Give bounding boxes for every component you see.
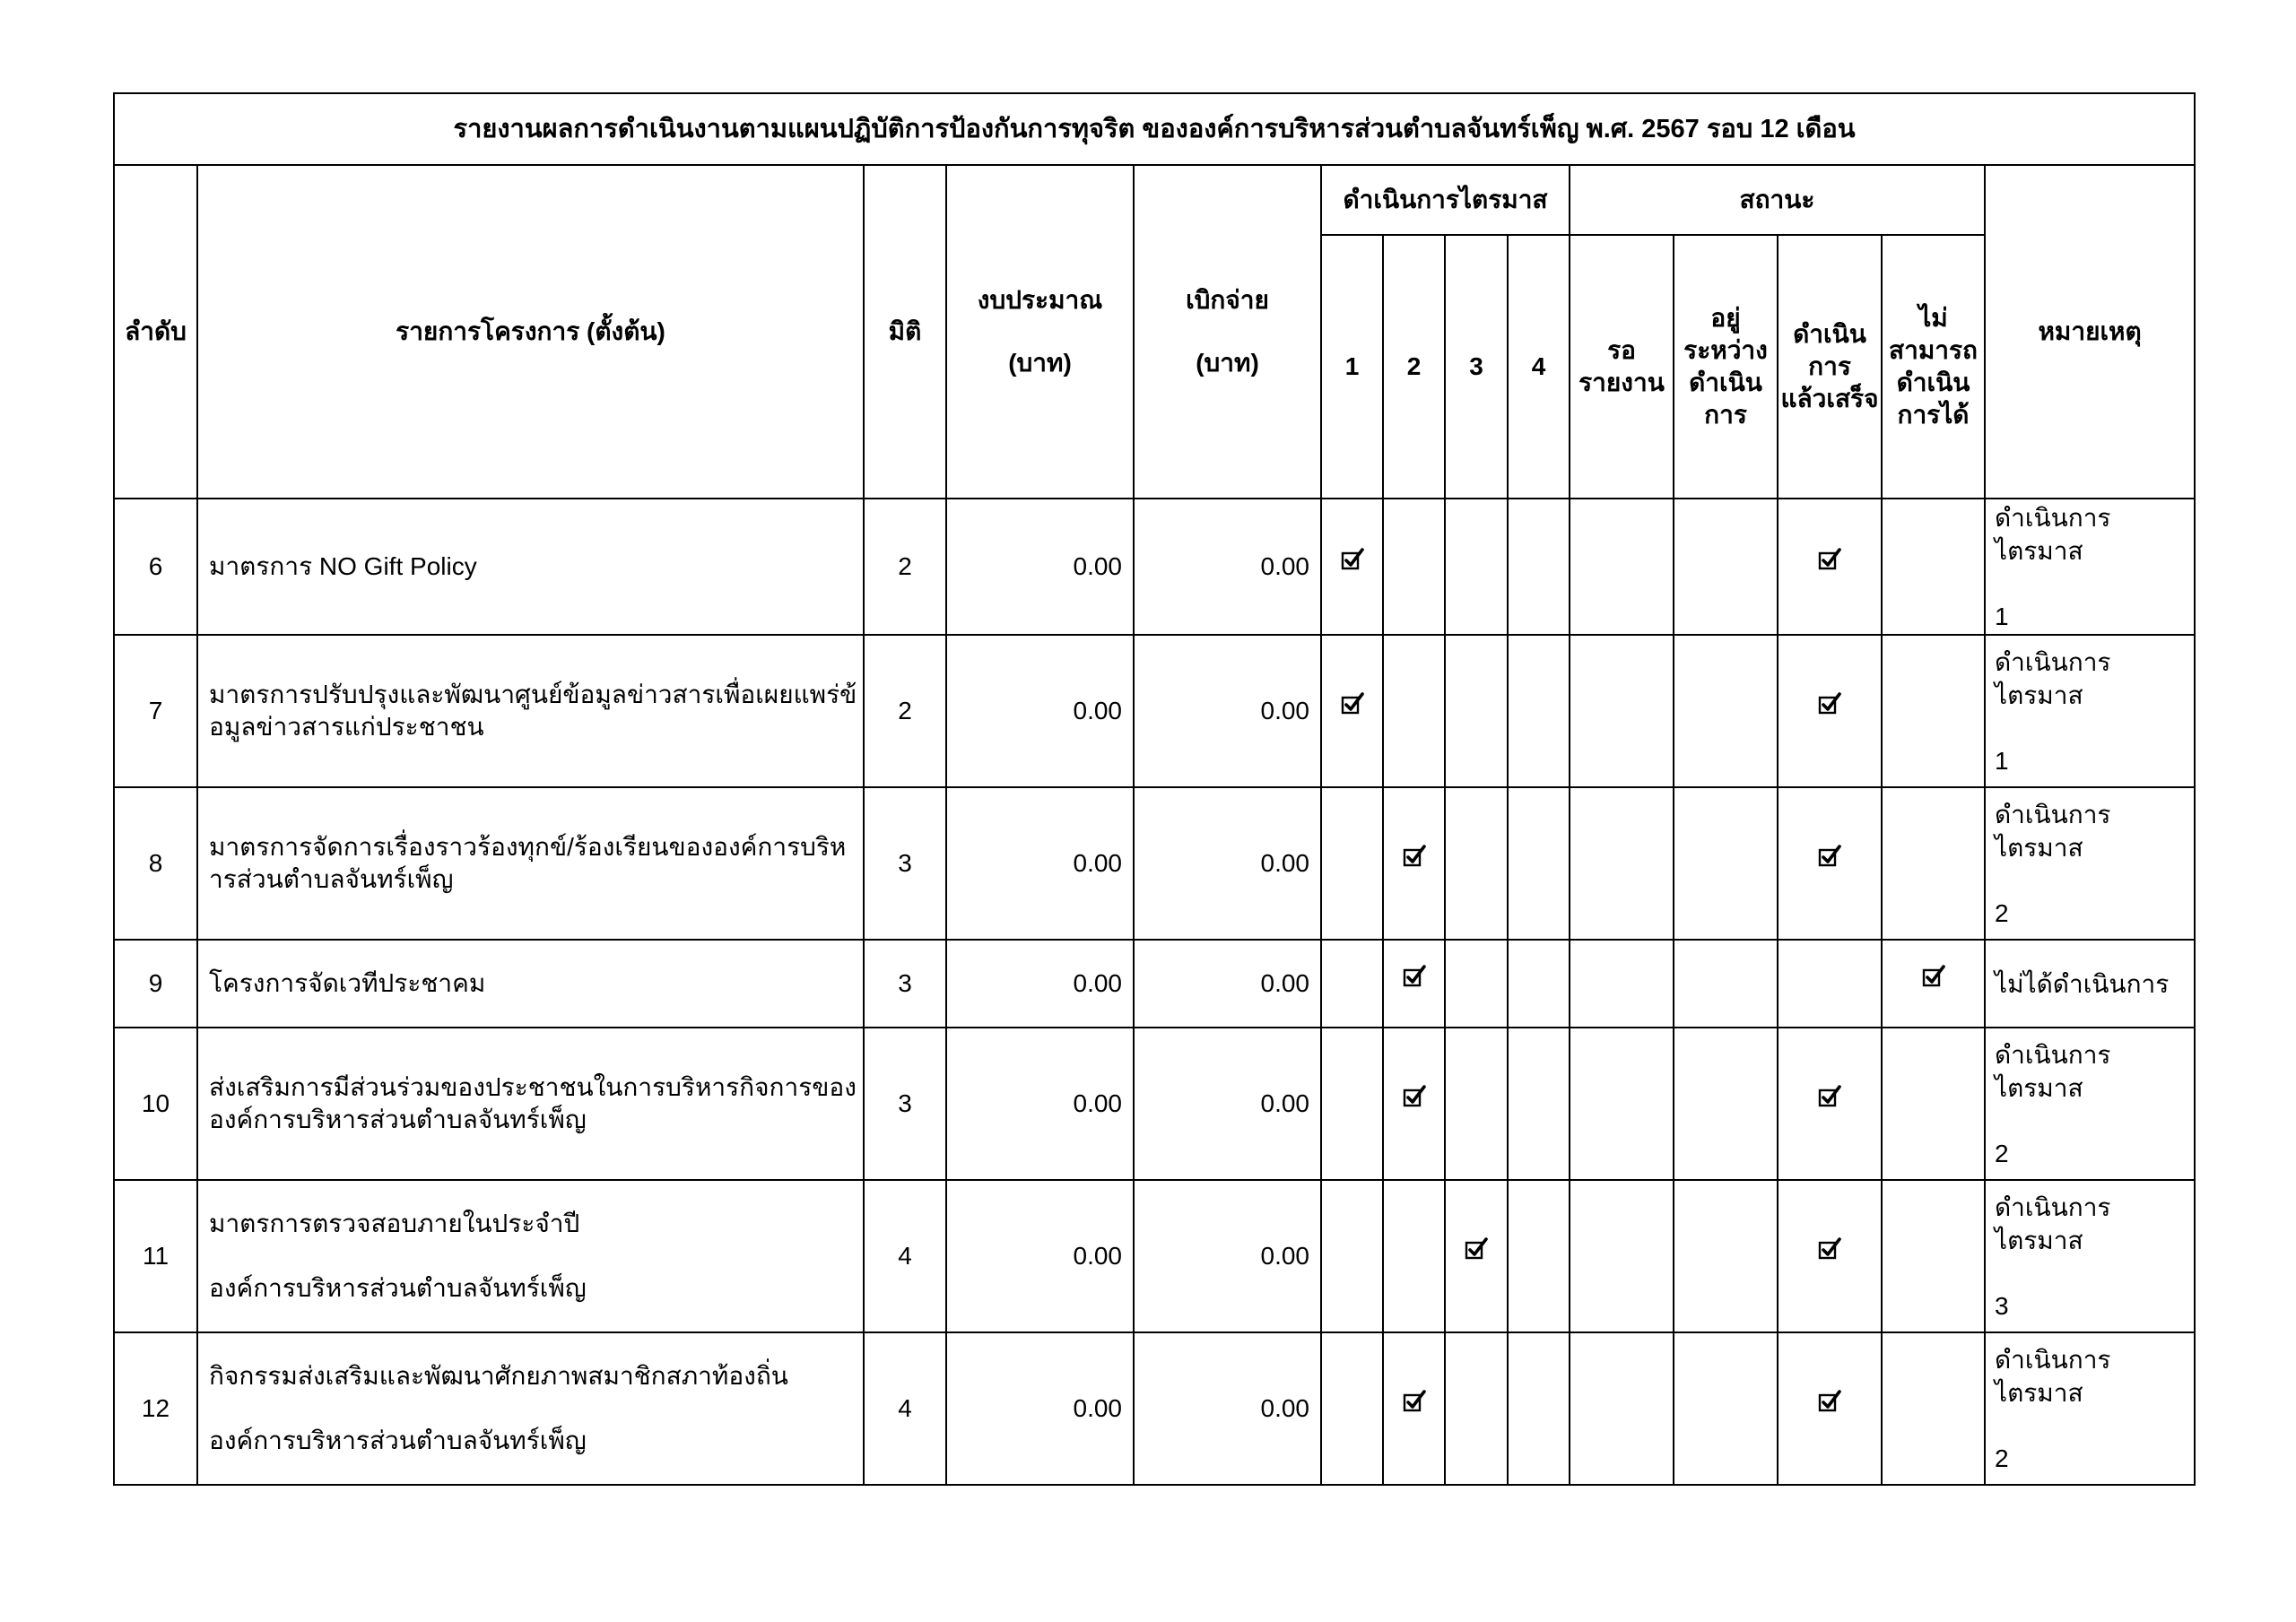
checkbox-checked-icon: [1403, 965, 1426, 988]
row-quarter-3: [1445, 940, 1508, 1028]
row-remark-line2: 1: [1995, 746, 2009, 775]
row-remark-line1: ดำเนินการไตรมาส: [1995, 800, 2111, 862]
row-status-unable: [1882, 499, 1985, 635]
table-row: [114, 1028, 2195, 1180]
row-status-in-progress: [1674, 1332, 1778, 1485]
row-status-done: [1778, 1180, 1882, 1332]
row-quarter-3: [1445, 1028, 1508, 1180]
row-quarter-4: [1508, 1332, 1570, 1485]
table-row: [114, 940, 2195, 1028]
row-order: 9: [114, 940, 197, 1028]
row-order: 10: [114, 1028, 197, 1180]
row-quarter-1: [1321, 499, 1383, 635]
table-row: [114, 1180, 2195, 1332]
row-project-line1: มาตรการตรวจสอบภายในประจำปี: [209, 1210, 580, 1237]
checkbox-checked-icon: [1403, 1390, 1426, 1413]
row-status-waiting: [1570, 635, 1674, 787]
row-remark: [1985, 787, 2195, 940]
header-status-unable-line: สามารถ: [1889, 336, 1978, 364]
row-dimension: 3: [864, 1028, 946, 1180]
header-status-group: สถานะ: [1570, 165, 1985, 235]
row-status-waiting: [1570, 1028, 1674, 1180]
row-project: โครงการจัดเวทีประชาคม: [197, 940, 864, 1028]
row-status-unable: [1882, 635, 1985, 787]
row-status-done: [1778, 787, 1882, 940]
row-quarter-2: [1383, 635, 1445, 787]
row-quarter-1: [1321, 1332, 1383, 1485]
header-disbursed: [1134, 165, 1321, 499]
checkbox-checked-icon: [1341, 692, 1364, 716]
header-status-in-progress: [1674, 235, 1778, 499]
row-disbursed: 0.00: [1134, 635, 1321, 787]
table-row: [114, 1332, 2195, 1485]
row-order: 12: [114, 1332, 197, 1485]
report-sheet: [113, 92, 2194, 1486]
checkbox-checked-icon: [1403, 1085, 1426, 1108]
row-quarter-1: [1321, 1028, 1383, 1180]
checkbox-checked-icon: [1818, 845, 1841, 868]
row-remark-line2: 3: [1995, 1291, 2009, 1320]
header-disbursed-line2: (บาท): [1196, 349, 1259, 377]
header-quarter-1: 1: [1321, 235, 1383, 499]
row-remark: [1985, 1180, 2195, 1332]
header-status-unable-line: การได้: [1897, 401, 1970, 429]
table-row: [114, 635, 2195, 787]
row-quarter-4: [1508, 1180, 1570, 1332]
row-status-unable: [1882, 940, 1985, 1028]
row-remark-line2: 2: [1995, 1139, 2009, 1167]
header-status-done-line: การ: [1808, 352, 1851, 380]
row-status-in-progress: [1674, 635, 1778, 787]
row-quarter-3: [1445, 1332, 1508, 1485]
checkbox-checked-icon: [1818, 1085, 1841, 1108]
row-disbursed: 0.00: [1134, 940, 1321, 1028]
row-quarter-2: [1383, 1332, 1445, 1485]
row-status-unable: [1882, 1028, 1985, 1180]
row-budget: 0.00: [946, 1028, 1134, 1180]
row-status-waiting: [1570, 1332, 1674, 1485]
row-status-in-progress: [1674, 1028, 1778, 1180]
row-project: มาตรการปรับปรุงและพัฒนาศูนย์ข้อมูลข่าวสารเพื่อเผยแพร่ข้อมูลข่าวสารแก่ประชาชน: [197, 635, 864, 787]
header-status-done-line: ดำเนิน: [1793, 320, 1866, 348]
header-quarter-3: 3: [1445, 235, 1508, 499]
checkbox-checked-icon: [1818, 548, 1841, 571]
row-project-line2: องค์การบริหารส่วนตำบลจันทร์เพ็ญ: [209, 1274, 587, 1302]
row-budget: 0.00: [946, 787, 1134, 940]
row-budget: 0.00: [946, 1180, 1134, 1332]
header-status-waiting-line: รอ: [1607, 336, 1636, 364]
row-project-line1: กิจกรรมส่งเสริมและพัฒนาศักยภาพสมาชิกสภาท้องถิ่น: [209, 1362, 788, 1390]
row-status-done: [1778, 940, 1882, 1028]
row-quarter-1: [1321, 940, 1383, 1028]
row-project: มาตรการ NO Gift Policy: [197, 499, 864, 635]
checkbox-checked-icon: [1818, 1237, 1841, 1261]
row-remark-line1: ไม่ได้ดำเนินการ: [1995, 969, 2170, 998]
header-status-unable-line: ดำเนิน: [1896, 369, 1970, 396]
report-table: [113, 92, 2196, 1486]
checkbox-checked-icon: [1818, 1390, 1841, 1413]
row-remark-line2: 2: [1995, 898, 2009, 927]
row-remark-line1: ดำเนินการไตรมาส: [1995, 1193, 2111, 1254]
row-quarter-3: [1445, 1180, 1508, 1332]
row-remark: [1985, 1028, 2195, 1180]
row-remark-line1: ดำเนินการไตรมาส: [1995, 503, 2111, 565]
row-remark: [1985, 940, 2195, 1028]
row-project: ส่งเสริมการมีส่วนร่วมของประชาชนในการบริหารกิจการขององค์การบริหารส่วนตำบลจันทร์เพ็ญ: [197, 1028, 864, 1180]
row-status-waiting: [1570, 1180, 1674, 1332]
row-project: [197, 1332, 864, 1485]
table-row: [114, 787, 2195, 940]
row-status-done: [1778, 1332, 1882, 1485]
row-remark: [1985, 499, 2195, 635]
row-dimension: 3: [864, 940, 946, 1028]
checkbox-checked-icon: [1922, 965, 1945, 988]
row-remark-line2: 2: [1995, 1444, 2009, 1472]
row-remark-line2: 1: [1995, 602, 2009, 630]
row-status-done: [1778, 635, 1882, 787]
row-order: 11: [114, 1180, 197, 1332]
row-quarter-3: [1445, 635, 1508, 787]
row-dimension: 2: [864, 499, 946, 635]
checkbox-checked-icon: [1818, 692, 1841, 716]
row-quarter-3: [1445, 787, 1508, 940]
row-quarter-2: [1383, 1028, 1445, 1180]
row-status-unable: [1882, 1332, 1985, 1485]
row-budget: 0.00: [946, 635, 1134, 787]
header-status-waiting: [1570, 235, 1674, 499]
row-status-unable: [1882, 1180, 1985, 1332]
header-project: รายการโครงการ (ตั้งต้น): [197, 165, 864, 499]
row-disbursed: 0.00: [1134, 1180, 1321, 1332]
header-status-in-progress-line: ดำเนิน: [1689, 369, 1762, 396]
row-quarter-2: [1383, 1180, 1445, 1332]
row-status-done: [1778, 1028, 1882, 1180]
row-status-in-progress: [1674, 940, 1778, 1028]
row-status-waiting: [1570, 499, 1674, 635]
row-quarter-4: [1508, 787, 1570, 940]
row-remark: [1985, 635, 2195, 787]
header-status-waiting-line: รายงาน: [1578, 369, 1665, 396]
row-quarter-3: [1445, 499, 1508, 635]
row-quarter-4: [1508, 940, 1570, 1028]
table-body: [114, 499, 2195, 1485]
row-quarter-4: [1508, 635, 1570, 787]
row-budget: 0.00: [946, 499, 1134, 635]
header-remark: หมายเหตุ: [1985, 165, 2195, 499]
header-budget-line2: (บาท): [1008, 349, 1072, 377]
row-quarter-2: [1383, 940, 1445, 1028]
row-status-waiting: [1570, 787, 1674, 940]
row-disbursed: 0.00: [1134, 499, 1321, 635]
row-remark: [1985, 1332, 2195, 1485]
row-status-done: [1778, 499, 1882, 635]
checkbox-checked-icon: [1341, 548, 1364, 571]
row-quarter-1: [1321, 787, 1383, 940]
row-project-line2: องค์การบริหารส่วนตำบลจันทร์เพ็ญ: [209, 1427, 587, 1454]
row-remark-line1: ดำเนินการไตรมาส: [1995, 1345, 2111, 1407]
header-status-in-progress-line: ระหว่าง: [1683, 336, 1768, 364]
row-budget: 0.00: [946, 940, 1134, 1028]
row-dimension: 4: [864, 1332, 946, 1485]
row-status-in-progress: [1674, 787, 1778, 940]
header-quarter-4: 4: [1508, 235, 1570, 499]
row-status-waiting: [1570, 940, 1674, 1028]
row-status-in-progress: [1674, 1180, 1778, 1332]
header-disbursed-line1: เบิกจ่าย: [1186, 286, 1269, 314]
row-quarter-4: [1508, 499, 1570, 635]
table-row: [114, 499, 2195, 635]
row-status-unable: [1882, 787, 1985, 940]
report-title: รายงานผลการดำเนินงานตามแผนปฏิบัติการป้องกันการทุจริต ขององค์การบริหารส่วนตำบลจันทร์เพ็ญ พ.ศ. 2567 รอบ 12 เดือน: [114, 93, 2195, 165]
checkbox-checked-icon: [1465, 1237, 1488, 1261]
header-status-done: [1778, 235, 1882, 499]
header-budget-line1: งบประมาณ: [977, 286, 1103, 314]
row-quarter-2: [1383, 787, 1445, 940]
header-status-in-progress-line: อยู่: [1710, 304, 1741, 332]
row-quarter-1: [1321, 1180, 1383, 1332]
row-budget: 0.00: [946, 1332, 1134, 1485]
header-dimension: มิติ: [864, 165, 946, 499]
row-disbursed: 0.00: [1134, 1028, 1321, 1180]
row-project: [197, 1180, 864, 1332]
header-status-done-line: แล้วเสร็จ: [1780, 385, 1879, 412]
row-dimension: 4: [864, 1180, 946, 1332]
row-order: 6: [114, 499, 197, 635]
header-quarter-2: 2: [1383, 235, 1445, 499]
header-status-in-progress-line: การ: [1704, 401, 1747, 429]
row-dimension: 3: [864, 787, 946, 940]
row-quarter-2: [1383, 499, 1445, 635]
checkbox-checked-icon: [1403, 845, 1426, 868]
header-order: ลำดับ: [114, 165, 197, 499]
header-quarter-group: ดำเนินการไตรมาส: [1321, 165, 1570, 235]
row-status-in-progress: [1674, 499, 1778, 635]
header-status-unable-line: ไม่: [1918, 304, 1948, 332]
header-budget: [946, 165, 1134, 499]
row-project: มาตรการจัดการเรื่องราวร้องทุกข์/ร้องเรียนขององค์การบริหารส่วนตำบลจันทร์เพ็ญ: [197, 787, 864, 940]
header-status-unable: [1882, 235, 1985, 499]
row-dimension: 2: [864, 635, 946, 787]
row-order: 7: [114, 635, 197, 787]
row-disbursed: 0.00: [1134, 1332, 1321, 1485]
row-quarter-1: [1321, 635, 1383, 787]
row-disbursed: 0.00: [1134, 787, 1321, 940]
row-remark-line1: ดำเนินการไตรมาส: [1995, 647, 2111, 709]
row-quarter-4: [1508, 1028, 1570, 1180]
row-order: 8: [114, 787, 197, 940]
row-remark-line1: ดำเนินการไตรมาส: [1995, 1040, 2111, 1102]
